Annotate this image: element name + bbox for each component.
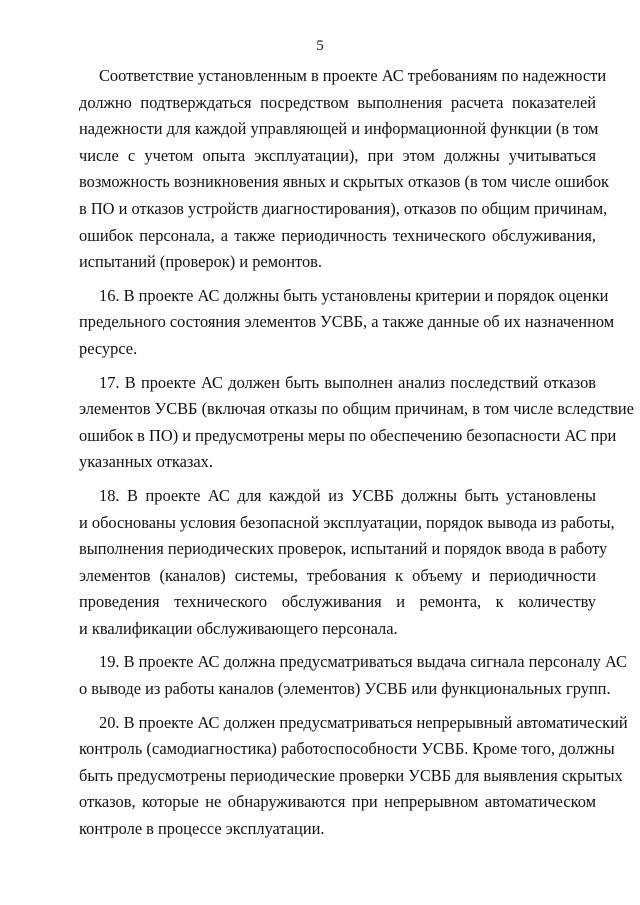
text-line: предельного состояния элементов УСВБ, а также данные об их назначенном — [79, 312, 615, 332]
paragraph-5 — [79, 649, 627, 702]
text-line: испытаний (проверок) и ремонтов. — [79, 252, 322, 272]
text-line: надежности для каждой управляющей и информационной функции (в том — [79, 119, 599, 139]
text-line: проведения технического обслуживания и ремонта, к количеству — [79, 592, 596, 612]
text-line: 19. В проекте АС должна предусматриваться выдача сигнала персоналу АС — [99, 652, 627, 672]
text-line: и квалификации обслуживающего персонала. — [79, 618, 398, 638]
text-line: контроль (самодиагностика) работоспособности УСВБ. Кроме того, должны — [79, 739, 615, 759]
text-line: числе с учетом опыта эксплуатации), при этом должны учитываться — [79, 145, 596, 165]
text-line: о выводе из работы каналов (элементов) УСВБ или функциональных групп. — [79, 679, 611, 699]
text-line: 18. В проекте АС для каждой из УСВБ должны быть установлены — [99, 485, 596, 505]
paragraph-3 — [79, 370, 634, 476]
text-line: должно подтверждаться посредством выполнения расчета показателей — [79, 92, 596, 112]
paragraph-4 — [79, 483, 615, 643]
paragraph-2 — [79, 283, 615, 363]
paragraph-6 — [79, 710, 628, 843]
page-number: 5 — [316, 38, 324, 54]
text-line: элементов УСВБ (включая отказы по общим причинам, в том числе вследствие — [79, 399, 634, 419]
paragraph-1 — [79, 63, 610, 276]
text-line: ошибок в ПО) и предусмотрены меры по обеспечению безопасности АС при — [79, 425, 617, 445]
text-line: отказов, которые не обнаруживаются при непрерывном автоматическом — [79, 792, 596, 812]
text-line: 17. В проекте АС должен быть выполнен анализ последствий отказов — [99, 372, 596, 392]
text-line: возможность возникновения явных и скрытых отказов (в том числе ошибок — [79, 172, 610, 192]
text-line: 16. В проекте АС должны быть установлены критерии и порядок оценки — [99, 285, 609, 305]
text-line: выполнения периодических проверок, испытаний и порядок ввода в работу — [79, 539, 608, 559]
text-line: Соответствие установленным в проекте АС требованиям по надежности — [99, 66, 607, 85]
text-line: указанных отказах. — [79, 452, 213, 472]
document-body — [79, 63, 634, 850]
text-line: и обоснованы условия безопасной эксплуатации, порядок вывода из работы, — [79, 512, 615, 532]
text-line: элементов (каналов) системы, требования к объему и периодичности — [79, 565, 596, 585]
text-line: ошибок персонала, а также периодичность технического обслуживания, — [79, 225, 596, 245]
text-line: в ПО и отказов устройств диагностирования), отказов по общим причинам, — [79, 198, 608, 218]
text-line: 20. В проекте АС должен предусматриваться непрерывный автоматический — [99, 712, 628, 732]
text-line: контроле в процессе эксплуатации. — [79, 819, 325, 839]
text-line: быть предусмотрены периодические проверки УСВБ для выявления скрытых — [79, 765, 623, 785]
text-line: ресурсе. — [79, 338, 138, 358]
